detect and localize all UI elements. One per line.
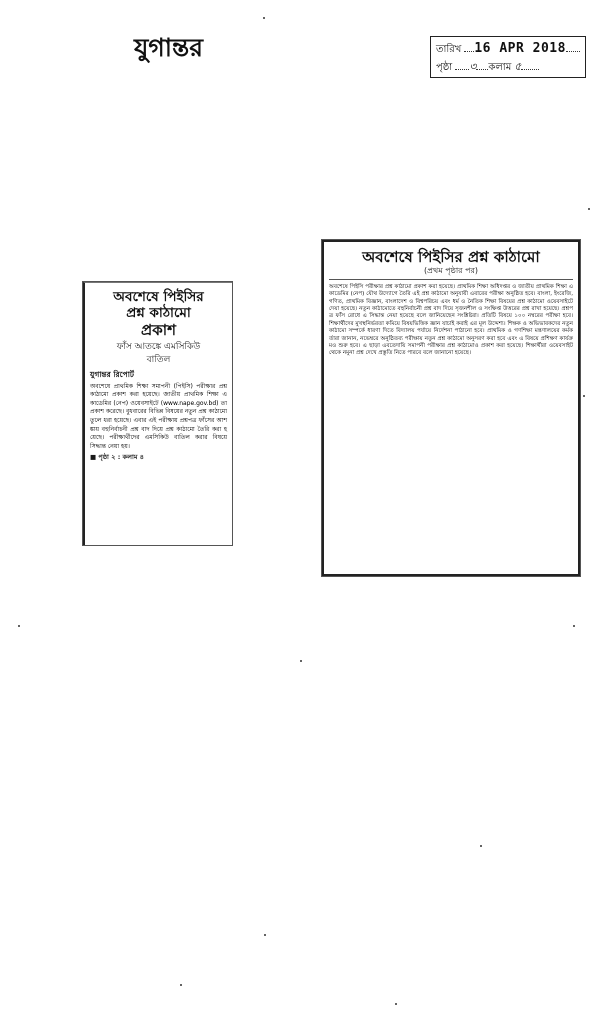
subhead-line: ফাঁস আতঙ্কে এমসিকিউ	[116, 342, 201, 353]
stamp-column-label: কলাম	[488, 62, 512, 73]
scan-speck	[395, 1003, 397, 1005]
stamp-page-row	[436, 58, 580, 76]
reporter-byline: যুগান্তর রিপোর্ট	[90, 369, 134, 379]
news-clipping-front	[83, 282, 232, 545]
scan-speck	[263, 17, 265, 19]
article-body: অবশেষে প্রাথমিক শিক্ষা সমাপনী (পিইসি) পরীক্ষার প্রশ্ন কাঠামো প্রকাশ করা হয়েছে। জাতীয় প্রাথমিক শিক্ষা একাডেমির (নেপ) ওয়েবসাইটে (www.nape.gov.bd) তা প্রকাশ করেছে। বুধবারের বিভিন্ন বিষয়ের নতুন প্রশ্ন কাঠামো তুলে ধরা হয়েছে। এবার এই পরীক্ষায় প্রশ্নপত্র ফাঁসের আশঙ্কায় বহুনির্বাচনী প্রশ্ন বাদ দিয়ে প্রশ্ন কাঠামো তৈরি করা হয়েছে। পরীক্ষার্থীদের এমসিকিউ বাতিল করার বিষয়ে সিদ্ধান্ত নেয়া হয়।	[90, 382, 227, 450]
scan-speck	[264, 934, 266, 936]
stamp-column-value: ৫	[514, 60, 522, 73]
clipping-date-stamp	[430, 36, 586, 78]
newspaper-masthead: যুগান্তর	[134, 33, 204, 62]
stamp-page-value: ৩	[469, 60, 477, 73]
scan-speck	[480, 845, 482, 847]
clipping-headline: অবশেষে পিইসির প্রশ্ন কাঠামো	[362, 248, 540, 266]
scan-speck	[180, 984, 182, 986]
stamp-date-value: 16 APR 2018	[474, 41, 566, 56]
article-body: অবশেষে পিইসি পরীক্ষার প্রশ্ন কাঠামো প্রকাশ করা হয়েছে। প্রাথমিক শিক্ষা অধিদপ্তর ও জাতীয় প্রাথমিক শিক্ষা একাডেমির (নেপ) যৌথ উদ্যোগে তৈরি এই প্রশ্ন কাঠামো অনুযায়ী এবারের পরীক্ষা অনুষ্ঠিত হবে। বাংলা, ইংরেজি, গণিত, প্রাথমিক বিজ্ঞান, বাংলাদেশ ও বিশ্বপরিচয় এবং ধর্ম ও নৈতিক শিক্ষা বিষয়ের প্রশ্ন কাঠামো ওয়েবসাইটে দেয়া হয়েছে। নতুন কাঠামোতে বহুনির্বাচনী প্রশ্ন বাদ দিয়ে সৃজনশীল ও সংক্ষিপ্ত উত্তরের প্রশ্ন রাখা হয়েছে। প্রশ্নপত্র ফাঁস রোধে এ সিদ্ধান্ত নেয়া হয়েছে বলে জানিয়েছেন সংশ্লিষ্টরা। প্রতিটি বিষয়ে ১০০ নম্বরের পরীক্ষা হবে। শিক্ষার্থীদের মুখস্থনির্ভরতা কমিয়ে বিষয়ভিত্তিক জ্ঞান যাচাই করাই এর মূল উদ্দেশ্য। শিক্ষক ও অভিভাবকদের নতুন কাঠামো সম্পর্কে ধারণা দিতে বিদ্যালয় পর্যায়ে নির্দেশনা পাঠানো হবে। প্রাথমিক ও গণশিক্ষা মন্ত্রণালয়ের কর্মকর্তারা জানান, নভেম্বরে অনুষ্ঠিতব্য পরীক্ষায় নতুন প্রশ্ন কাঠামো অনুসরণ করা হবে এবং এ বিষয়ে প্রশিক্ষণ কার্যক্রমও শুরু হবে। এ ছাড়া এবতেদায়ি সমাপনী পরীক্ষার প্রশ্ন কাঠামোও প্রকাশ করা হয়েছে। শিক্ষার্থীরা ওয়েবসাইট থেকে নমুনা প্রশ্ন দেখে প্রস্তুতি নিতে পারবে বলে জানানো হয়েছে।	[329, 283, 573, 357]
scan-speck	[583, 395, 585, 397]
divider	[329, 279, 573, 280]
subhead-line: বাতিল	[146, 354, 171, 365]
headline-line: প্রকাশ	[141, 321, 176, 340]
scan-speck	[18, 625, 20, 627]
clipping-subheadline: (প্রথম পৃষ্ঠার পর)	[423, 266, 479, 275]
headline-line: প্রশ্ন কাঠামো	[126, 305, 191, 322]
headline-line: অবশেষে পিইসির	[113, 289, 204, 305]
stamp-date-row	[436, 40, 580, 58]
stamp-date-label: তারিখ	[436, 44, 462, 55]
clipping-subheadline	[85, 341, 232, 365]
continued-marker: ■ পৃষ্ঠা ২ : কলাম ৪	[90, 453, 144, 462]
scan-speck	[573, 625, 575, 627]
scan-speck	[300, 660, 302, 662]
news-clipping-continuation	[322, 240, 580, 576]
clipping-headline	[85, 283, 232, 341]
scan-speck	[588, 208, 590, 210]
stamp-page-label: পৃষ্ঠা	[436, 62, 453, 73]
